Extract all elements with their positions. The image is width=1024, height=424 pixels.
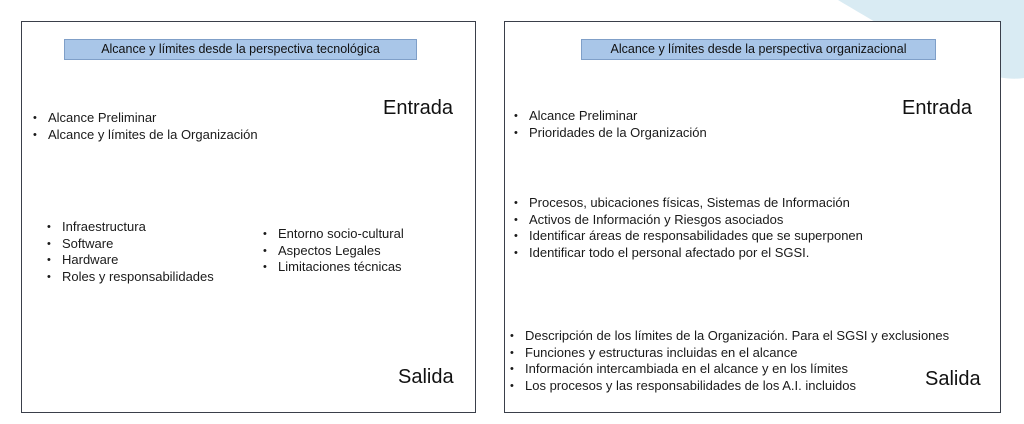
tech-perspective-panel [21,21,476,413]
list-item: • Hardware [45,252,214,269]
org-entrada-label: Entrada [902,97,973,119]
tech-context-list [261,226,404,276]
org-entrada-list [512,108,707,141]
org-panel-title: Alcance y límites desde la perspectiva organizacional [581,39,936,60]
list-item: • Prioridades de la Organización [512,125,707,142]
list-item: • Roles y responsabilidades [45,269,214,286]
list-item: • Alcance y límites de la Organización [31,127,258,144]
list-item: • Entorno socio-cultural [261,226,404,243]
tech-entrada-list [31,110,258,143]
tech-panel-title: Alcance y límites desde la perspectiva tecnológica [64,39,417,60]
list-item: • Identificar áreas de responsabilidades que se superponen [512,228,863,245]
org-perspective-panel [504,21,1001,413]
list-item: • Funciones y estructuras incluidas en el alcance [508,345,949,362]
tech-components-list [45,219,214,285]
list-item: • Limitaciones técnicas [261,259,404,276]
list-item: • Activos de Información y Riesgos asociados [512,212,863,229]
list-item: • Descripción de los límites de la Organización. Para el SGSI y exclusiones [508,328,949,345]
list-item: • Aspectos Legales [261,243,404,260]
org-process-list [512,195,863,261]
list-item: • Procesos, ubicaciones físicas, Sistemas de Información [512,195,863,212]
list-item: • Información intercambiada en el alcance y en los límites [508,361,949,378]
list-item: • Infraestructura [45,219,214,236]
list-item: • Software [45,236,214,253]
tech-salida-label: Salida [398,366,454,388]
org-salida-list [508,328,949,394]
list-item: • Identificar todo el personal afectado por el SGSI. [512,245,863,262]
list-item: • Los procesos y las responsabilidades de los A.I. incluidos [508,378,949,395]
org-salida-label: Salida [925,368,981,390]
tech-entrada-label: Entrada [383,97,454,119]
list-item: • Alcance Preliminar [31,110,258,127]
list-item: • Alcance Preliminar [512,108,707,125]
